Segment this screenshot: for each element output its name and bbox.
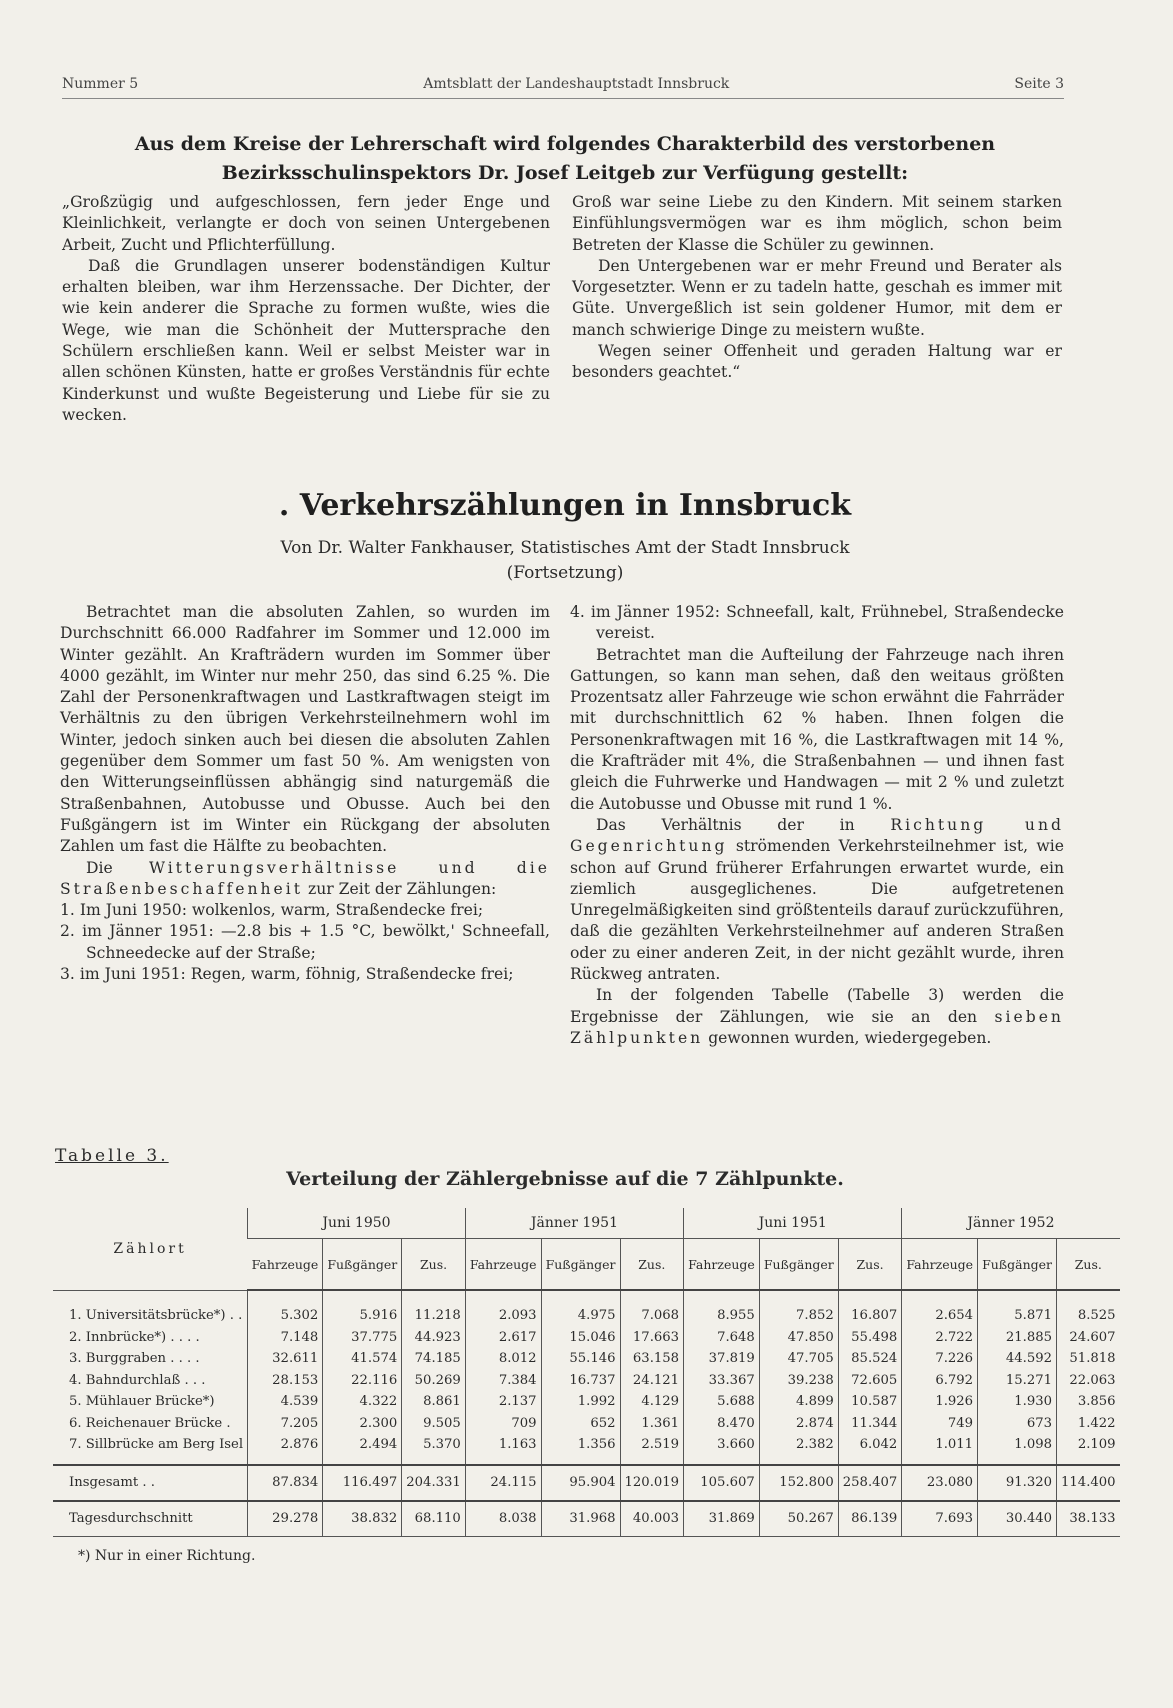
count-cell: 6.042 — [838, 1434, 902, 1465]
count-cell: 9.505 — [402, 1413, 466, 1435]
count-cell: 24.115 — [465, 1465, 541, 1501]
sub-column-header: Zus. — [838, 1239, 902, 1291]
text-run: Die — [86, 858, 113, 877]
count-cell: 4.975 — [541, 1290, 620, 1327]
count-cell: 68.110 — [402, 1501, 466, 1537]
count-cell: 1.011 — [902, 1434, 978, 1465]
count-cell: 21.885 — [978, 1327, 1057, 1349]
count-cell: 2.874 — [759, 1413, 838, 1435]
emphasized-text: Witterungsverhältnisse und die Straßenbeschaffenheit — [60, 858, 550, 898]
place-cell: Insgesamt . . — [53, 1465, 248, 1501]
count-cell: 33.367 — [684, 1370, 760, 1392]
count-cell: 2.494 — [323, 1434, 402, 1465]
article-byline — [60, 536, 1070, 586]
count-cell: 2.617 — [465, 1327, 541, 1349]
obituary-left-column — [62, 192, 550, 426]
count-cell: 63.158 — [620, 1348, 684, 1370]
running-head — [62, 76, 1064, 99]
count-cell: 2.876 — [248, 1434, 323, 1465]
article-paragraph: Betrachtet man die Aufteilung der Fahrzeuge nach ihren Gattungen, so kann man sehen, daß den weitaus größten Prozentsatz aller Fahrzeuge wie schon erwähnt die Fahrräder mit durchschnittlich 62 % haben. Ihnen folgen die Personenkraftwagen mit 16 %, die Lastkraftwagen mit 14 %, die Krafträder mit 4%, die Straßenbahnen — und ihnen fast gleich die Fuhrwerke und Handwagen — mit 2 % und zuletzt die Autobusse und Obusse mit rund 1 %. — [570, 645, 1064, 813]
table-row — [53, 1290, 1120, 1327]
article-title: . Verkehrszählungen in Innsbruck — [278, 488, 852, 523]
count-cell: 749 — [902, 1413, 978, 1435]
count-cell: 652 — [541, 1413, 620, 1435]
period-header: Juni 1950 — [248, 1208, 466, 1239]
count-cell: 10.587 — [838, 1391, 902, 1413]
sub-column-header: Fußgänger — [541, 1239, 620, 1291]
count-cell: 116.497 — [323, 1465, 402, 1501]
count-cell: 7.852 — [759, 1290, 838, 1327]
place-cell: 4. Bahndurchlaß . . . — [69, 1372, 206, 1388]
count-cell: 2.519 — [620, 1434, 684, 1465]
weather-item: 2. im Jänner 1951: —2.8 bis + 1.5 °C, bewölkt,' Schneefall, Schneedecke auf der Straße; — [60, 922, 550, 962]
table-row — [53, 1391, 1120, 1413]
total-row — [53, 1465, 1120, 1501]
text-run: zur Zeit der Zählungen: — [307, 879, 497, 898]
period-header: Jänner 1952 — [902, 1208, 1120, 1239]
place-cell: 2. Innbrücke*) . . . . — [69, 1329, 200, 1345]
count-cell: 37.819 — [684, 1348, 760, 1370]
count-cell: 51.818 — [1057, 1348, 1120, 1370]
emphasized-text: Richtung und Gegenrichtung — [570, 815, 1064, 856]
count-cell: 29.278 — [248, 1501, 323, 1537]
count-cell: 32.611 — [248, 1348, 323, 1370]
period-header-row — [53, 1208, 1120, 1239]
count-cell: 2.109 — [1057, 1434, 1120, 1465]
table-row — [53, 1327, 1120, 1349]
count-cell: 7.384 — [465, 1370, 541, 1392]
daily-average-row — [53, 1501, 1120, 1537]
count-cell: 8.955 — [684, 1290, 760, 1327]
sub-column-header: Fußgänger — [323, 1239, 402, 1291]
count-cell: 5.916 — [323, 1290, 402, 1327]
count-cell: 1.930 — [978, 1391, 1057, 1413]
headline-line-2: Bezirksschulinspektors Dr. Josef Leitgeb zur Verfügung gestellt: — [221, 162, 909, 184]
count-cell: 5.302 — [248, 1290, 323, 1327]
count-cell: 38.832 — [323, 1501, 402, 1537]
article-paragraph: Betrachtet man die absoluten Zahlen, so wurden im Durchschnitt 66.000 Radfahrer im Sommer und 12.000 im Winter gezählt. An Krafträdern wurden im Sommer über 4000 gezählt, im Winter nur mehr 250, das sind 6.25 %. Die Zahl der Personenkraftwagen und Lastkraftwagen steigt im Verhältnis zu den übrigen Verkehrsteilnehmern wohl im Winter, jedoch sinken auch bei diesen die absoluten Zahlen gegenüber dem Sommer um fast 50 %. Am wenigsten von den Witterungseinflüssen abhängig sind naturgemäß die Straßenbahnen, Autobusse und Obusse. Auch bei den Fußgängern ist im Winter ein Rückgang der absoluten Zahlen um fast die Hälfte zu beobachten. — [60, 603, 550, 856]
count-cell: 55.498 — [838, 1327, 902, 1349]
weather-item: 4. im Jänner 1952: Schneefall, kalt, Frühnebel, Straßendecke vereist. — [570, 603, 1064, 643]
count-cell: 1.926 — [902, 1391, 978, 1413]
count-cell: 28.153 — [248, 1370, 323, 1392]
count-cell: 120.019 — [620, 1465, 684, 1501]
count-cell: 72.605 — [838, 1370, 902, 1392]
publication-title: Amtsblatt der Landeshauptstadt Innsbruck — [423, 76, 730, 92]
count-cell: 38.133 — [1057, 1501, 1120, 1537]
table-row — [53, 1434, 1120, 1465]
count-cell: 17.663 — [620, 1327, 684, 1349]
count-cell: 204.331 — [402, 1465, 466, 1501]
article-paragraph — [60, 858, 550, 901]
count-cell: 2.722 — [902, 1327, 978, 1349]
table-row — [53, 1348, 1120, 1370]
count-cell: 11.344 — [838, 1413, 902, 1435]
article-right-column — [570, 602, 1064, 1049]
obituary-headline — [60, 130, 1070, 188]
issue-number: Nummer 5 — [62, 76, 139, 92]
count-cell: 24.607 — [1057, 1327, 1120, 1349]
table-body — [53, 1290, 1120, 1536]
count-cell: 86.139 — [838, 1501, 902, 1537]
count-cell: 74.185 — [402, 1348, 466, 1370]
count-cell: 30.440 — [978, 1501, 1057, 1537]
emphasized-text: sieben Zählpunkten — [570, 1007, 1064, 1047]
obituary-paragraph: Daß die Grundlagen unserer bodenständigen Kultur erhalten bleiben, war ihm Herzenssache. Der Dichter, der wie kein anderer die Sprache zu formen wußte, wies die Wege, wie man die Schönheit der Muttersprache den Schülern erschließen kann. Weil er selbst Meister war in allen schönen Künsten, hatte er großes Verständnis für echte Kinderkunst und wußte Begeisterung und Liebe für sie zu wecken. — [62, 256, 550, 424]
count-cell: 16.737 — [541, 1370, 620, 1392]
count-cell: 24.121 — [620, 1370, 684, 1392]
count-cell: 2.654 — [902, 1290, 978, 1327]
place-cell: Tagesdurchschnitt — [53, 1501, 248, 1537]
count-cell: 7.068 — [620, 1290, 684, 1327]
count-cell: 95.904 — [541, 1465, 620, 1501]
count-cell: 3.856 — [1057, 1391, 1120, 1413]
count-cell: 4.539 — [248, 1391, 323, 1413]
count-cell: 2.382 — [759, 1434, 838, 1465]
place-cell: 7. Sillbrücke am Berg Isel — [69, 1437, 244, 1453]
sub-column-header: Zus. — [1057, 1239, 1120, 1291]
count-cell: 7.148 — [248, 1327, 323, 1349]
count-cell: 1.422 — [1057, 1413, 1120, 1435]
count-cell: 50.269 — [402, 1370, 466, 1392]
sub-column-header: Zus. — [620, 1239, 684, 1291]
sub-column-header: Zus. — [402, 1239, 466, 1291]
count-cell: 4.129 — [620, 1391, 684, 1413]
count-cell: 22.063 — [1057, 1370, 1120, 1392]
period-header: Jänner 1951 — [465, 1208, 683, 1239]
text-run: Das Verhältnis der in — [596, 815, 855, 834]
count-cell: 7.648 — [684, 1327, 760, 1349]
count-cell: 673 — [978, 1413, 1057, 1435]
count-cell: 8.861 — [402, 1391, 466, 1413]
count-cell: 152.800 — [759, 1465, 838, 1501]
count-cell: 6.792 — [902, 1370, 978, 1392]
count-cell: 1.356 — [541, 1434, 620, 1465]
table-title: Verteilung der Zählergebnisse auf die 7 Zählpunkte. — [286, 1168, 844, 1190]
place-cell: 6. Reichenauer Brücke . — [69, 1415, 231, 1431]
count-cell: 7.205 — [248, 1413, 323, 1435]
footnote: *) Nur in einer Richtung. — [78, 1548, 256, 1564]
weather-item: 1. Im Juni 1950: wolkenlos, warm, Straßendecke frei; — [60, 901, 484, 920]
count-cell: 1.361 — [620, 1413, 684, 1435]
count-cell: 23.080 — [902, 1465, 978, 1501]
count-cell: 31.968 — [541, 1501, 620, 1537]
count-cell: 55.146 — [541, 1348, 620, 1370]
count-cell: 11.218 — [402, 1290, 466, 1327]
count-cell: 114.400 — [1057, 1465, 1120, 1501]
count-cell: 4.899 — [759, 1391, 838, 1413]
count-cell: 1.098 — [978, 1434, 1057, 1465]
count-cell: 5.871 — [978, 1290, 1057, 1327]
table-row — [53, 1370, 1120, 1392]
sub-column-header: Fußgänger — [759, 1239, 838, 1291]
count-cell: 39.238 — [759, 1370, 838, 1392]
author-line: Von Dr. Walter Fankhauser, Statistisches Amt der Stadt Innsbruck — [280, 538, 850, 558]
place-cell: 3. Burggraben . . . . — [69, 1351, 200, 1367]
continuation-note: (Fortsetzung) — [506, 563, 624, 583]
obituary-right-column — [572, 192, 1062, 384]
count-cell: 8.012 — [465, 1348, 541, 1370]
count-cell: 5.688 — [684, 1391, 760, 1413]
count-cell: 47.850 — [759, 1327, 838, 1349]
count-cell: 1.992 — [541, 1391, 620, 1413]
count-cell: 91.320 — [978, 1465, 1057, 1501]
obituary-paragraph: „Großzügig und aufgeschlossen, fern jeder Enge und Kleinlichkeit, verlangte er doch von seinen Untergebenen Arbeit, Zucht und Pflichterfüllung. — [62, 193, 550, 254]
period-header: Juni 1951 — [684, 1208, 902, 1239]
place-cell: 1. Universitätsbrücke*) . . — [69, 1308, 243, 1323]
count-cell: 16.807 — [838, 1290, 902, 1327]
count-cell: 87.834 — [248, 1465, 323, 1501]
count-cell: 1.163 — [465, 1434, 541, 1465]
headline-line-1: Aus dem Kreise der Lehrerschaft wird folgendes Charakterbild des verstorbenen — [134, 133, 996, 155]
count-cell: 7.693 — [902, 1501, 978, 1537]
obituary-paragraph: Groß war seine Liebe zu den Kindern. Mit seinem starken Einfühlungsvermögen war es ihm möglich, schon beim Betreten der Klasse die Schüler zu gewinnen. — [572, 193, 1062, 254]
article-paragraph — [570, 815, 1064, 985]
count-cell: 7.226 — [902, 1348, 978, 1370]
sub-column-header: Fahrzeuge — [465, 1239, 541, 1291]
count-cell: 4.322 — [323, 1391, 402, 1413]
count-cell: 44.923 — [402, 1327, 466, 1349]
count-cell: 47.705 — [759, 1348, 838, 1370]
table-row — [53, 1413, 1120, 1435]
count-cell: 709 — [465, 1413, 541, 1435]
text-run: gewonnen wurden, wiedergegeben. — [708, 1028, 992, 1047]
count-cell: 40.003 — [620, 1501, 684, 1537]
text-run: In der folgenden Tabelle (Tabelle 3) werden die Ergebnisse der Zählungen, wie sie an den — [570, 986, 1064, 1026]
count-cell: 31.869 — [684, 1501, 760, 1537]
count-cell: 8.470 — [684, 1413, 760, 1435]
count-cell: 85.524 — [838, 1348, 902, 1370]
sub-column-header: Fahrzeuge — [684, 1239, 760, 1291]
table-label: Tabelle 3. — [55, 1146, 169, 1166]
weather-item: 3. im Juni 1951: Regen, warm, föhnig, Straßendecke frei; — [60, 965, 514, 984]
count-cell: 37.775 — [323, 1327, 402, 1349]
traffic-count-table — [53, 1208, 1120, 1537]
place-cell: 5. Mühlauer Brücke*) — [69, 1394, 215, 1410]
count-cell: 22.116 — [323, 1370, 402, 1392]
count-cell: 15.046 — [541, 1327, 620, 1349]
count-cell: 8.525 — [1057, 1290, 1120, 1327]
count-cell: 5.370 — [402, 1434, 466, 1465]
sub-column-header: Fußgänger — [978, 1239, 1057, 1291]
sub-column-header: Fahrzeuge — [248, 1239, 323, 1291]
place-column-header: Zählort — [53, 1208, 248, 1290]
count-cell: 3.660 — [684, 1434, 760, 1465]
article-paragraph — [570, 985, 1064, 1049]
count-cell: 258.407 — [838, 1465, 902, 1501]
count-cell: 8.038 — [465, 1501, 541, 1537]
count-cell: 105.607 — [684, 1465, 760, 1501]
count-cell: 15.271 — [978, 1370, 1057, 1392]
page-number: Seite 3 — [1014, 76, 1064, 92]
count-cell: 50.267 — [759, 1501, 838, 1537]
text-run: strömenden Verkehrsteilnehmer ist, wie schon auf Grund früherer Erfahrungen erwartet wurde, ein ziemlich ausgeglichenes. Die aufgetretenen Unregelmäßigkeiten sind größtenteils darauf zurückzuführen, daß die gezählten Verkehrsteilnehmer auf anderen Straßen oder zu einer anderen Zeit, in der nicht gezählt wurde, ihren Rückweg antraten. — [570, 837, 1064, 984]
count-cell: 41.574 — [323, 1348, 402, 1370]
count-cell: 2.093 — [465, 1290, 541, 1327]
article-left-column — [60, 602, 550, 985]
count-cell: 2.137 — [465, 1391, 541, 1413]
obituary-paragraph: Wegen seiner Offenheit und geraden Haltung war er besonders geachtet.“ — [572, 342, 1062, 382]
sub-column-header: Fahrzeuge — [902, 1239, 978, 1291]
count-cell: 2.300 — [323, 1413, 402, 1435]
obituary-paragraph: Den Untergebenen war er mehr Freund und Berater als Vorgesetzter. Wenn er zu tadeln hatte, geschah es immer mit Güte. Unvergeßlich ist sein goldener Humor, mit dem er manch schwierige Dinge zu meistern wußte. — [572, 256, 1062, 339]
count-cell: 44.592 — [978, 1348, 1057, 1370]
